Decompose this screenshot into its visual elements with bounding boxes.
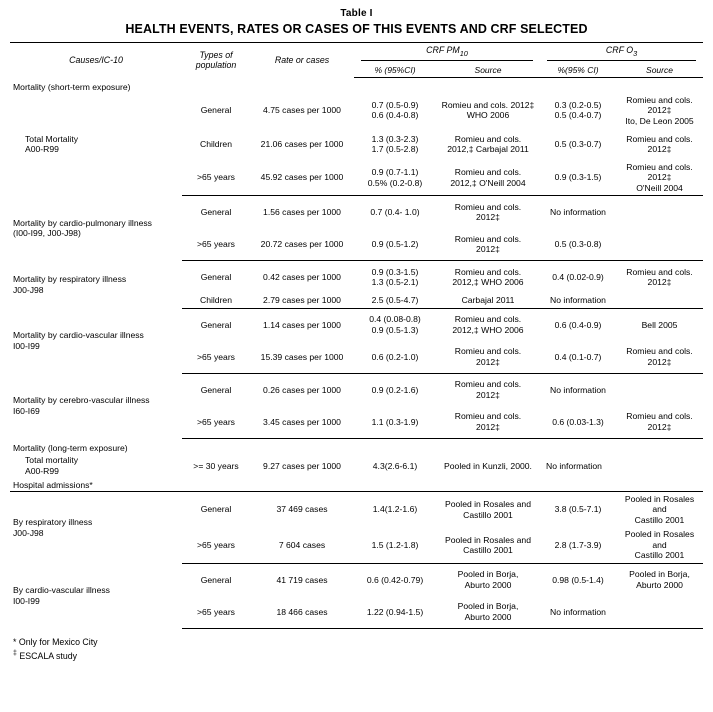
row-pm10-pct-line1: 0.7 (0.5-0.9) <box>371 99 419 110</box>
row-o3-source-line1: Bell 2005 <box>641 319 678 330</box>
row-o3-source-line2: Castillo 2001 <box>634 550 685 561</box>
row-rate: 20.72 cases per 1000 <box>250 228 354 261</box>
row-cause-line2: A00-R99 <box>25 465 59 476</box>
footnotes <box>10 636 703 662</box>
row-cause <box>10 196 182 261</box>
row-o3-source <box>616 341 703 374</box>
table-row <box>10 196 703 229</box>
row-o3-source-line2: Castillo 2001 <box>634 514 685 525</box>
row-pm10-pct-line1: 0.9 (0.3-1.5) <box>371 266 419 277</box>
row-pm10-source <box>436 228 540 261</box>
row-o3-source <box>616 373 703 406</box>
row-pm10-source-line1: Romieu and cols. <box>454 233 522 244</box>
row-cause-line1: Mortality by cardio-vascular illness <box>13 330 144 341</box>
section-heading-hospital-admissions: Hospital admissions* <box>10 478 703 491</box>
row-pm10-pct-line1: 1.22 (0.94-1.5) <box>366 606 424 617</box>
row-pm10-pct <box>354 308 436 341</box>
row-rate: 3.45 cases per 1000 <box>250 406 354 439</box>
row-rate: 41 719 cases <box>276 574 328 585</box>
row-pm10-source-line1: Carbajal 2011 <box>461 295 515 306</box>
row-pm10-pct-line1: 4.3(2.6-6.1) <box>372 460 418 471</box>
row-o3-source <box>616 491 703 527</box>
row-o3-pct <box>540 596 616 629</box>
row-pm10-source-line2: 2012‡ <box>476 421 500 432</box>
row-o3-pct-line1: 0.5 (0.3-0.8) <box>554 239 602 250</box>
section-heading-mortality-short: Mortality (short-term exposure) <box>13 82 131 93</box>
row-cause-line2: A00-R99 <box>25 144 59 155</box>
header-population-line2: population <box>195 60 237 71</box>
row-o3-source <box>616 196 703 229</box>
header-group-pm10 <box>354 43 540 63</box>
row-o3-source <box>616 406 703 439</box>
row-o3-pct <box>540 261 616 294</box>
row-pm10-source-line2: Castillo 2001 <box>463 545 513 556</box>
row-o3-source <box>616 160 703 196</box>
row-pm10-pct <box>354 491 436 527</box>
row-pm10-pct-line1: 0.7 (0.4- 1.0) <box>370 207 420 218</box>
footnote-2 <box>13 649 703 663</box>
row-o3-pct-line1: 0.6 (0.03-1.3) <box>552 416 604 427</box>
row-pm10-pct-line1: 1.5 (1.2-1.8) <box>371 539 419 550</box>
row-population: General <box>200 272 232 283</box>
row-pm10-pct <box>354 563 436 596</box>
row-rate: 0.26 cases per 1000 <box>263 384 341 395</box>
row-o3-pct-line1: No information <box>550 384 606 395</box>
row-cause-line2: J00-J98 <box>13 284 44 295</box>
section-heading-row <box>10 478 703 491</box>
row-o3-pct <box>540 406 616 439</box>
row-o3-pct-line1: 0.6 (0.4-0.9) <box>554 319 602 330</box>
header-group-o3-label: CRF O <box>605 45 634 55</box>
row-o3-pct-line1: 0.5 (0.3-0.7) <box>554 138 602 149</box>
row-cause <box>10 373 182 438</box>
row-cause-line1: Mortality by respiratory illness <box>13 274 127 285</box>
row-pm10-source-line2: 2012‡ <box>476 389 500 400</box>
row-o3-source-line1: Pooled in Rosales and <box>624 529 695 550</box>
row-cause <box>10 261 182 308</box>
row-pm10-pct-line2: 1.7 (0.5-2.8) <box>371 143 419 154</box>
row-population: General <box>200 105 232 116</box>
row-o3-source-line2: 2012‡ <box>647 356 672 367</box>
row-cause-line2: (I00-I99, J00-J98) <box>13 228 81 239</box>
row-o3-pct-line1: 3.8 (0.5-7.1) <box>554 504 602 515</box>
row-pm10-source <box>436 160 540 196</box>
row-pm10-source-line1: Pooled in Borja, <box>457 601 519 612</box>
row-o3-pct-line1: No information <box>546 460 602 471</box>
row-pm10-pct <box>354 93 436 128</box>
row-pm10-source <box>436 341 540 374</box>
row-o3-pct-line1: No information <box>550 606 606 617</box>
row-o3-pct <box>540 491 616 527</box>
row-pm10-source-line1: Romieu and cols. <box>454 346 522 357</box>
row-o3-source <box>616 93 703 128</box>
row-cause-line2: I60-I69 <box>13 405 40 416</box>
row-rate: 37 469 cases <box>276 504 328 515</box>
row-o3-source-line1: Romieu and cols. 2012‡ <box>626 94 693 116</box>
row-pm10-pct-line2: 1.3 (0.5-2.1) <box>371 277 419 288</box>
row-pm10-source-line1: Pooled in Rosales and <box>445 534 531 545</box>
row-o3-source <box>616 596 703 629</box>
row-pm10-source-line1: Romieu and cols. <box>454 379 522 390</box>
row-population: General <box>200 574 232 585</box>
row-pm10-source <box>436 406 540 439</box>
row-cause <box>10 93 182 196</box>
row-pm10-pct-line1: 0.9 (0.7-1.1) <box>371 167 419 178</box>
row-o3-pct <box>540 160 616 196</box>
row-pm10-pct-line2: 0.5% (0.2-0.8) <box>367 177 423 188</box>
row-pm10-pct <box>354 406 436 439</box>
row-o3-source-line1: Romieu and cols. <box>626 346 693 357</box>
row-pm10-source-line2: 2012,‡ O'Neill 2004 <box>450 177 526 188</box>
row-o3-pct <box>540 93 616 128</box>
row-rate: 1.56 cases per 1000 <box>263 207 341 218</box>
row-rate: 21.06 cases per 1000 <box>260 138 344 149</box>
row-o3-pct <box>540 527 616 563</box>
row-o3-source-line2: Ito, De Leon 2005 <box>625 115 694 126</box>
row-pm10-source-line2: 2012‡ <box>476 212 500 223</box>
row-pm10-pct-line1: 0.4 (0.08-0.8) <box>369 314 421 325</box>
row-o3-source <box>616 563 703 596</box>
row-o3-pct <box>540 293 616 308</box>
row-cause-line1: Mortality by cerebro-vascular illness <box>13 395 150 406</box>
row-pm10-pct-line1: 0.6 (0.2-1.0) <box>371 351 419 362</box>
row-o3-pct <box>540 373 616 406</box>
header-group-pm10-sub: 10 <box>459 48 468 58</box>
row-rate: 2.79 cases per 1000 <box>250 293 354 308</box>
row-pm10-source <box>436 563 540 596</box>
row-cause-line1: Mortality by cardio-pulmonary illness <box>13 217 152 228</box>
row-population: >= 30 years <box>193 460 239 471</box>
row-o3-source-line1: Romieu and cols. 2012‡ <box>626 161 693 183</box>
row-rate: 18 466 cases <box>250 596 354 629</box>
row-pm10-source-line1: Romieu and cols. <box>454 167 522 178</box>
row-o3-source <box>616 261 703 294</box>
row-pm10-source <box>436 128 540 160</box>
row-pm10-source-line1: Romieu and cols. <box>454 266 522 277</box>
row-o3-pct <box>540 196 616 229</box>
row-o3-source-line2: 2012‡ <box>647 421 672 432</box>
row-pm10-pct <box>354 228 436 261</box>
row-o3-source <box>616 293 703 308</box>
row-cause-line1: Total Mortality <box>25 133 79 144</box>
row-rate: 45.92 cases per 1000 <box>250 160 354 196</box>
row-pm10-pct-line1: 0.6 (0.42-0.79) <box>366 574 424 585</box>
row-pm10-source <box>436 527 540 563</box>
row-o3-source <box>616 453 703 478</box>
row-pm10-pct-line1: 0.9 (0.5-1.2) <box>371 239 419 250</box>
row-population: General <box>200 504 232 515</box>
table-row <box>10 453 703 478</box>
row-pm10-pct-line1: 2.5 (0.5-4.7) <box>371 295 419 306</box>
row-pm10-source <box>436 196 540 229</box>
row-population: Children <box>199 138 232 149</box>
row-population: Children <box>182 293 250 308</box>
table-row <box>10 491 703 527</box>
row-cause-line1: By cardio-vascular illness <box>13 585 110 596</box>
row-pm10-pct <box>354 373 436 406</box>
table-label: Table I <box>340 8 373 19</box>
row-o3-pct-line1: 0.9 (0.3-1.5) <box>554 172 602 183</box>
row-o3-pct-line1: 0.4 (0.02-0.9) <box>552 272 604 283</box>
row-cause-line2: I00-I99 <box>13 595 40 606</box>
row-pm10-source <box>436 453 540 478</box>
section-heading-mortality-long: Mortality (long-term exposure) <box>13 442 128 453</box>
row-pm10-source <box>436 491 540 527</box>
row-pm10-pct <box>354 128 436 160</box>
row-cause-line2: J00-J98 <box>13 527 44 538</box>
row-rate: 1.14 cases per 1000 <box>263 319 341 330</box>
header-pm10-pct: % (95%CI) <box>354 63 436 78</box>
row-o3-source-line1: Romieu and cols. 2012‡ <box>626 133 693 154</box>
row-o3-source-line2: 2012‡ <box>647 277 672 288</box>
table-row <box>10 308 703 341</box>
table-title-text: HEALTH EVENTS, RATES OR CASES OF THIS EVENTS AND CRF SELECTED <box>125 22 588 36</box>
row-o3-pct-line1: 0.98 (0.5-1.4) <box>552 574 604 585</box>
row-pm10-source-line1: Romieu and cols. 2012‡ <box>441 99 535 110</box>
row-pm10-source-line1: Pooled in Kunzli, 2000. <box>444 460 532 471</box>
row-pm10-source-line2: Aburto 2000 <box>464 579 512 590</box>
header-o3-pct: %(95% CI) <box>540 63 616 78</box>
table-group-header-row <box>10 43 703 63</box>
row-cause-line1: By respiratory illness <box>13 517 93 528</box>
row-pm10-pct <box>354 527 436 563</box>
row-o3-source-line1: Romieu and cols. <box>626 411 693 422</box>
row-o3-source <box>616 308 703 341</box>
row-population: >65 years <box>182 160 250 196</box>
row-cause <box>10 563 182 628</box>
header-population-line1: Types of <box>199 49 233 60</box>
header-cause: Causes/IC-10 <box>10 43 182 78</box>
footnote-2-text: ESCALA study <box>19 650 78 661</box>
row-cause-line1: Total mortality <box>25 455 79 466</box>
row-o3-source-line1: Pooled in Borja, <box>629 569 690 580</box>
footnote-2-marker: ‡ <box>13 649 17 657</box>
row-pm10-pct <box>354 596 436 629</box>
row-pm10-source-line1: Romieu and cols. <box>454 314 522 325</box>
header-rate: Rate or cases <box>250 43 354 78</box>
row-pm10-pct <box>354 196 436 229</box>
row-o3-pct <box>540 563 616 596</box>
row-pm10-source-line2: 2012‡ <box>476 244 500 255</box>
row-pm10-source <box>436 596 540 629</box>
health-events-table <box>10 42 703 629</box>
section-heading-row <box>10 78 703 93</box>
row-pm10-source <box>436 293 540 308</box>
row-pm10-pct-line1: 1.4(1.2-1.6) <box>372 504 418 515</box>
row-population: >65 years <box>182 596 250 629</box>
row-pm10-pct-line1: 1.1 (0.3-1.9) <box>371 416 419 427</box>
table-row <box>10 373 703 406</box>
row-pm10-source-line2: Castillo 2001 <box>463 509 513 520</box>
row-pm10-source-line2: 2012,‡ WHO 2006 <box>452 277 524 288</box>
row-cause <box>10 308 182 373</box>
row-o3-pct <box>540 228 616 261</box>
row-o3-pct-line1: No information <box>550 207 606 218</box>
row-o3-pct <box>540 453 616 478</box>
row-pm10-source <box>436 373 540 406</box>
row-pm10-source-line2: Aburto 2000 <box>464 611 512 622</box>
row-population: General <box>200 207 232 218</box>
row-pm10-source-line2: WHO 2006 <box>466 110 510 121</box>
row-rate: 15.39 cases per 1000 <box>250 341 354 374</box>
row-o3-pct-line2: 0.5 (0.4-0.7) <box>554 110 602 121</box>
row-o3-source-line2: O'Neill 2004 <box>636 182 683 193</box>
footnote-1: * Only for Mexico City <box>13 636 98 647</box>
header-group-pm10-label: CRF PM <box>426 45 460 55</box>
row-pm10-source-line2: 2012,‡ WHO 2006 <box>452 324 524 335</box>
row-population: General <box>200 319 232 330</box>
row-pm10-source-line2: 2012,‡ Carbajal 2011 <box>447 143 529 154</box>
row-population: >65 years <box>182 527 250 563</box>
row-o3-pct-line1: 0.3 (0.2-0.5) <box>554 99 602 110</box>
header-population <box>182 43 250 78</box>
row-rate: 4.75 cases per 1000 <box>263 105 341 116</box>
row-pm10-pct-line2: 0.9 (0.5-1.3) <box>371 324 419 335</box>
header-o3-source: Source <box>616 63 703 78</box>
table-title <box>10 22 703 36</box>
row-rate: 9.27 cases per 1000 <box>263 460 341 471</box>
row-o3-source-line1: Romieu and cols. <box>626 266 693 277</box>
header-pm10-source: Source <box>436 63 540 78</box>
row-pm10-pct-line1: 0.9 (0.2-1.6) <box>371 384 419 395</box>
row-cause <box>10 491 182 563</box>
row-pm10-source-line1: Pooled in Borja, <box>457 569 519 580</box>
row-population: >65 years <box>182 406 250 439</box>
row-pm10-pct <box>354 453 436 478</box>
row-o3-pct <box>540 341 616 374</box>
row-pm10-pct-line1: 1.3 (0.3-2.3) <box>371 133 419 144</box>
row-pm10-source-line1: Romieu and cols. <box>454 201 522 212</box>
row-pm10-source <box>436 261 540 294</box>
row-pm10-pct <box>354 341 436 374</box>
row-pm10-source <box>436 93 540 128</box>
table-row <box>10 261 703 294</box>
row-pm10-pct-line2: 0.6 (0.4-0.8) <box>371 110 419 121</box>
row-pm10-source-line1: Romieu and cols. <box>454 133 522 144</box>
row-pm10-source-line1: Pooled in Rosales and <box>445 499 531 510</box>
row-pm10-source-line1: Romieu and cols. <box>454 411 522 422</box>
row-cause <box>10 453 182 478</box>
row-o3-source-line1: Pooled in Rosales and <box>624 493 695 515</box>
row-o3-source <box>616 527 703 563</box>
table-row <box>10 563 703 596</box>
section-heading-row <box>10 438 703 453</box>
row-o3-source <box>616 228 703 261</box>
row-o3-pct <box>540 128 616 160</box>
row-o3-source <box>616 128 703 160</box>
table-row <box>10 93 703 128</box>
row-population: General <box>200 384 232 395</box>
row-pm10-pct <box>354 261 436 294</box>
row-o3-pct <box>540 308 616 341</box>
row-rate: 0.42 cases per 1000 <box>263 272 341 283</box>
row-population: >65 years <box>182 228 250 261</box>
row-pm10-source-line2: 2012‡ <box>476 356 500 367</box>
row-cause-line2: I00-I99 <box>13 340 40 351</box>
row-pm10-pct <box>354 293 436 308</box>
row-o3-pct-line1: 2.8 (1.7-3.9) <box>554 539 602 550</box>
row-o3-pct-line1: No information <box>550 295 606 306</box>
row-rate: 7 604 cases <box>250 527 354 563</box>
row-population: >65 years <box>182 341 250 374</box>
row-o3-source-line2: Aburto 2000 <box>636 579 683 590</box>
header-group-o3 <box>540 43 703 63</box>
header-group-o3-sub: 3 <box>633 48 638 58</box>
row-o3-pct-line1: 0.4 (0.1-0.7) <box>554 351 602 362</box>
row-pm10-pct <box>354 160 436 196</box>
row-pm10-source <box>436 308 540 341</box>
